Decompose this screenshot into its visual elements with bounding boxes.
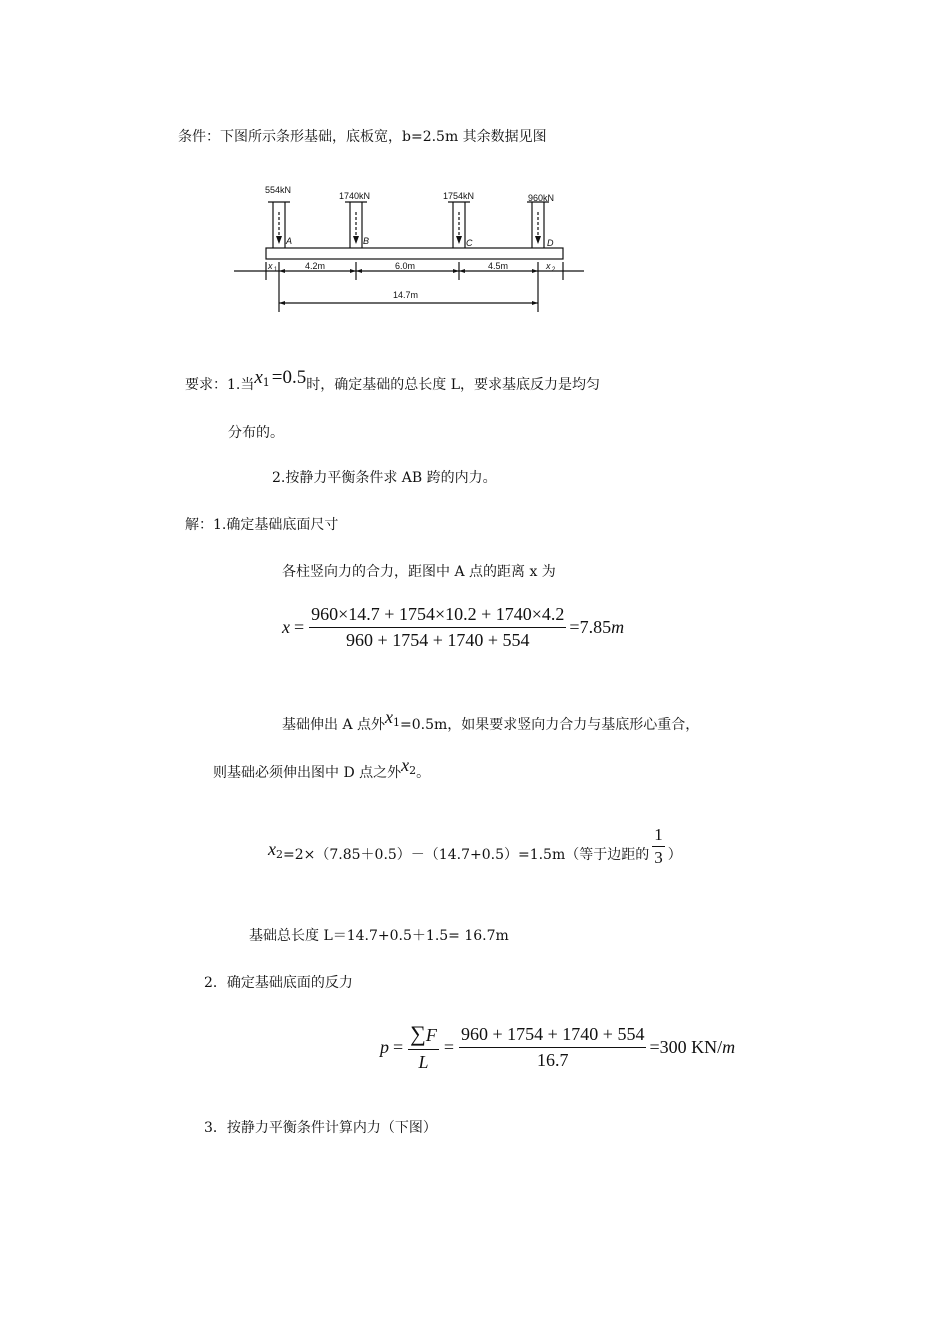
extension-x1-sub: 1 (393, 716, 401, 729)
requirement-continued: 分布的。 (228, 425, 284, 441)
extension-a: 基础伸出 A 点外 (282, 717, 386, 733)
solution-heading-1: 解：1.确定基础底面尺寸 (185, 517, 339, 533)
total-length-text: 基础总长度 L＝14.7+0.5＋1.5= 16.7m (249, 928, 509, 944)
x2-sub: 2 (276, 847, 283, 861)
requirement-prefix: 要求：1.当 (185, 377, 255, 393)
eq2-unit: m (722, 1036, 736, 1057)
eq2-equals-2: = (443, 1036, 454, 1057)
eq1-fraction (309, 604, 566, 651)
eq1-numerator: 960×14.7 + 1754×10.2 + 1740×4.2 (309, 604, 566, 628)
extension-x2-var: x (401, 755, 410, 775)
eq2-sum-fraction (408, 1021, 439, 1073)
eq2-lhs: p (380, 1036, 389, 1057)
load-label-b: 1740kN (339, 191, 371, 201)
requirement-x1-sub: 1 (262, 376, 270, 389)
x2-var: x (268, 838, 276, 859)
requirement-x1-var: x (254, 367, 263, 388)
solution-heading-2: 2．确定基础底面的反力 (204, 975, 353, 991)
x2-computation (268, 826, 682, 867)
extension2-a: 则基础必须伸出图中 D 点之外 (213, 765, 402, 781)
sigma-symbol: ∑ (410, 1021, 426, 1046)
load-label-d: 960kN (528, 193, 555, 203)
extension-line-1 (282, 707, 700, 739)
eq2-equals: = (393, 1036, 404, 1057)
resultant-text: 各柱竖向力的合力，距图中 A 点的距离 x 为 (282, 564, 556, 580)
eq2-length: L (418, 1052, 429, 1072)
extension-line-2 (213, 755, 431, 787)
x2-fraction-den: 3 (654, 848, 663, 867)
span-label-total: 14.7m (393, 290, 419, 300)
eq1-result: =7.85 (569, 617, 612, 637)
x2-expression: =2×（7.85＋0.5）－（14.7+0.5）=1.5m（等于边距的 (283, 846, 650, 863)
strip-foundation-figure (228, 182, 598, 318)
extension-x1-var: x (385, 707, 394, 727)
dim-x2-var: x (546, 261, 551, 271)
dim-x1-var: x (268, 261, 273, 271)
equation-base-reaction (380, 1021, 735, 1073)
eq2-fraction (459, 1024, 646, 1071)
span-label-ab: 4.2m (305, 261, 326, 271)
equation-resultant-position (282, 604, 624, 651)
eq1-denominator: 960 + 1754 + 1740 + 554 (346, 630, 530, 650)
requirement-item-2: 2.按静力平衡条件求 AB 跨的内力。 (272, 470, 497, 486)
x2-fraction (652, 826, 665, 867)
x2-fraction-num: 1 (652, 826, 665, 847)
load-label-c: 1754kN (443, 191, 475, 201)
eq2-numerator: 960 + 1754 + 1740 + 554 (459, 1024, 646, 1048)
point-label-b: B (363, 236, 370, 246)
extension2-b: 。 (416, 765, 431, 781)
requirement-x1-value: =0.5 (271, 367, 307, 388)
requirement-line (185, 367, 601, 399)
extension-x2-sub: 2 (409, 764, 417, 777)
point-label-a: A (286, 236, 293, 246)
eq1-lhs: x (282, 617, 290, 637)
extension-b: =0.5m，如果要求竖向力合力与基底形心重合， (400, 717, 700, 733)
point-label-d: D (547, 238, 554, 248)
dim-x1-sub: 1 (274, 267, 278, 273)
span-label-bc: 6.0m (395, 261, 416, 271)
x2-close: ） (667, 846, 682, 863)
eq2-denominator: 16.7 (536, 1049, 569, 1070)
requirement-rest: 时，确定基础的总长度 L，要求基底反力是均匀 (306, 377, 601, 393)
condition-text: 条件：下图所示条形基础，底板宽，b=2.5m 其余数据见图 (178, 129, 547, 145)
eq2-result: =300 KN/ (649, 1036, 723, 1057)
eq1-unit: m (611, 617, 625, 637)
dim-x2-sub: 2 (552, 267, 556, 273)
eq1-equals: = (294, 617, 305, 637)
point-label-c: C (466, 238, 473, 248)
span-label-cd: 4.5m (488, 261, 509, 271)
eq2-force: F (425, 1025, 437, 1045)
load-label-a: 554kN (265, 185, 292, 195)
solution-heading-3: 3．按静力平衡条件计算内力（下图） (204, 1120, 437, 1136)
